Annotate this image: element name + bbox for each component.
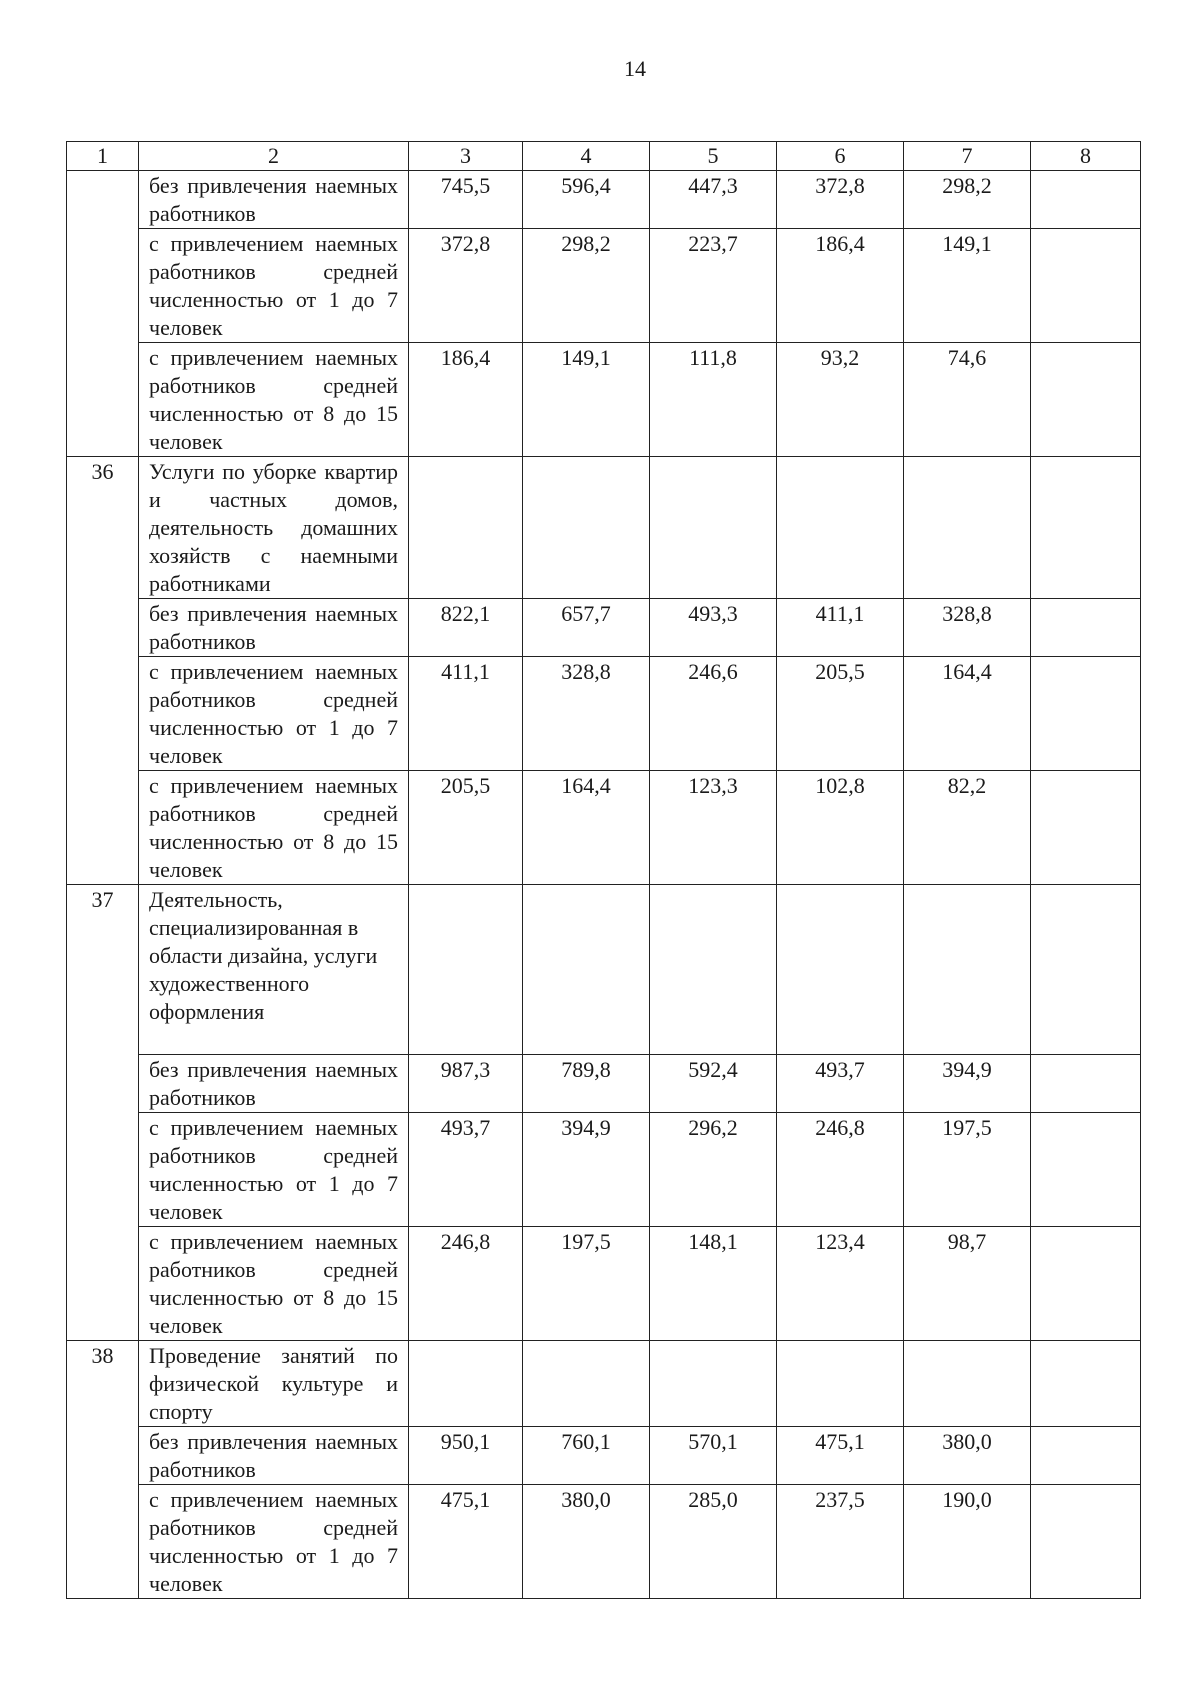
- table-row: [67, 771, 1141, 885]
- value-cell: 447,3: [650, 171, 777, 229]
- row-number: [67, 171, 139, 457]
- value-cell: 237,5: [777, 1485, 904, 1599]
- value-cell: 205,5: [409, 771, 523, 885]
- table-row: [67, 1055, 1141, 1113]
- value-cell: 411,1: [777, 599, 904, 657]
- value-cell: [409, 885, 523, 1055]
- row-description: с привлечением наемных работников средней численностью от 8 до 15 человек: [139, 771, 409, 885]
- value-cell: [1031, 1485, 1141, 1599]
- row-description: Услуги по уборке квартир и частных домов, деятельность домашних хозяйств с наемными работниками: [139, 457, 409, 599]
- row-number: 36: [67, 457, 139, 885]
- column-header: 3: [409, 142, 523, 171]
- value-cell: 493,3: [650, 599, 777, 657]
- value-cell: [777, 1341, 904, 1427]
- table-row: [67, 885, 1141, 1055]
- value-cell: [904, 885, 1031, 1055]
- value-cell: [904, 1341, 1031, 1427]
- row-description: Проведение занятий по физической культуре и спорту: [139, 1341, 409, 1427]
- value-cell: 298,2: [523, 229, 650, 343]
- value-cell: [1031, 1341, 1141, 1427]
- row-description: с привлечением наемных работников средней численностью от 1 до 7 человек: [139, 1485, 409, 1599]
- value-cell: 197,5: [904, 1113, 1031, 1227]
- row-description: без привлечения наемных работников: [139, 1055, 409, 1113]
- value-cell: [523, 885, 650, 1055]
- value-cell: [1031, 1055, 1141, 1113]
- value-cell: [1031, 1227, 1141, 1341]
- value-cell: [1031, 885, 1141, 1055]
- value-cell: [1031, 343, 1141, 457]
- value-cell: [1031, 171, 1141, 229]
- table-row: [67, 229, 1141, 343]
- value-cell: 592,4: [650, 1055, 777, 1113]
- value-cell: 745,5: [409, 171, 523, 229]
- table-row: [67, 457, 1141, 599]
- table-row: [67, 1485, 1141, 1599]
- table-row: [67, 1341, 1141, 1427]
- value-cell: 190,0: [904, 1485, 1031, 1599]
- value-cell: [1031, 1427, 1141, 1485]
- table-row: [67, 657, 1141, 771]
- value-cell: [904, 457, 1031, 599]
- value-cell: 246,6: [650, 657, 777, 771]
- row-description: с привлечением наемных работников средней численностью от 8 до 15 человек: [139, 1227, 409, 1341]
- table-row: [67, 599, 1141, 657]
- value-cell: [523, 457, 650, 599]
- row-description: с привлечением наемных работников средней численностью от 8 до 15 человек: [139, 343, 409, 457]
- value-cell: [650, 457, 777, 599]
- value-cell: [1031, 657, 1141, 771]
- column-header: 7: [904, 142, 1031, 171]
- value-cell: [777, 885, 904, 1055]
- value-cell: 570,1: [650, 1427, 777, 1485]
- value-cell: 285,0: [650, 1485, 777, 1599]
- row-description: без привлечения наемных работников: [139, 1427, 409, 1485]
- value-cell: 760,1: [523, 1427, 650, 1485]
- value-cell: 148,1: [650, 1227, 777, 1341]
- value-cell: 98,7: [904, 1227, 1031, 1341]
- value-cell: 394,9: [523, 1113, 650, 1227]
- row-description: Деятельность, специализированная в области дизайна, услуги художественного оформления: [139, 885, 409, 1055]
- column-header: 4: [523, 142, 650, 171]
- value-cell: 149,1: [904, 229, 1031, 343]
- value-cell: 186,4: [777, 229, 904, 343]
- value-cell: [1031, 771, 1141, 885]
- value-cell: 822,1: [409, 599, 523, 657]
- value-cell: 493,7: [409, 1113, 523, 1227]
- row-description: с привлечением наемных работников средней численностью от 1 до 7 человек: [139, 229, 409, 343]
- value-cell: 394,9: [904, 1055, 1031, 1113]
- row-number: 37: [67, 885, 139, 1341]
- value-cell: [409, 1341, 523, 1427]
- table-row: [67, 1227, 1141, 1341]
- value-cell: 328,8: [523, 657, 650, 771]
- value-cell: 380,0: [523, 1485, 650, 1599]
- value-cell: 298,2: [904, 171, 1031, 229]
- table-row: [67, 1427, 1141, 1485]
- row-description: с привлечением наемных работников средней численностью от 1 до 7 человек: [139, 657, 409, 771]
- row-description: без привлечения наемных работников: [139, 171, 409, 229]
- column-header: 5: [650, 142, 777, 171]
- value-cell: 296,2: [650, 1113, 777, 1227]
- value-cell: [1031, 457, 1141, 599]
- value-cell: 380,0: [904, 1427, 1031, 1485]
- value-cell: 657,7: [523, 599, 650, 657]
- value-cell: 82,2: [904, 771, 1031, 885]
- value-cell: [650, 885, 777, 1055]
- value-cell: 493,7: [777, 1055, 904, 1113]
- value-cell: 197,5: [523, 1227, 650, 1341]
- value-cell: 102,8: [777, 771, 904, 885]
- value-cell: 328,8: [904, 599, 1031, 657]
- value-cell: 205,5: [777, 657, 904, 771]
- row-number: 38: [67, 1341, 139, 1599]
- value-cell: 74,6: [904, 343, 1031, 457]
- value-cell: 111,8: [650, 343, 777, 457]
- row-description: без привлечения наемных работников: [139, 599, 409, 657]
- value-cell: 93,2: [777, 343, 904, 457]
- value-cell: 411,1: [409, 657, 523, 771]
- value-cell: 164,4: [904, 657, 1031, 771]
- value-cell: 789,8: [523, 1055, 650, 1113]
- value-cell: 475,1: [409, 1485, 523, 1599]
- value-cell: [650, 1341, 777, 1427]
- value-cell: [777, 457, 904, 599]
- value-cell: 950,1: [409, 1427, 523, 1485]
- tariff-table: [66, 141, 1141, 1599]
- value-cell: 123,3: [650, 771, 777, 885]
- row-description: с привлечением наемных работников средней численностью от 1 до 7 человек: [139, 1113, 409, 1227]
- value-cell: 149,1: [523, 343, 650, 457]
- value-cell: [523, 1341, 650, 1427]
- value-cell: 372,8: [777, 171, 904, 229]
- value-cell: 475,1: [777, 1427, 904, 1485]
- value-cell: [409, 457, 523, 599]
- page-number: 14: [624, 56, 646, 81]
- value-cell: 372,8: [409, 229, 523, 343]
- value-cell: 596,4: [523, 171, 650, 229]
- column-header: 8: [1031, 142, 1141, 171]
- table-header-row: [67, 142, 1141, 171]
- table-row: [67, 343, 1141, 457]
- value-cell: 123,4: [777, 1227, 904, 1341]
- value-cell: 186,4: [409, 343, 523, 457]
- value-cell: [1031, 599, 1141, 657]
- column-header: 2: [139, 142, 409, 171]
- value-cell: [1031, 1113, 1141, 1227]
- value-cell: 246,8: [409, 1227, 523, 1341]
- table-row: [67, 171, 1141, 229]
- column-header: 6: [777, 142, 904, 171]
- value-cell: 987,3: [409, 1055, 523, 1113]
- value-cell: 246,8: [777, 1113, 904, 1227]
- table-row: [67, 1113, 1141, 1227]
- value-cell: 164,4: [523, 771, 650, 885]
- value-cell: [1031, 229, 1141, 343]
- column-header: 1: [67, 142, 139, 171]
- value-cell: 223,7: [650, 229, 777, 343]
